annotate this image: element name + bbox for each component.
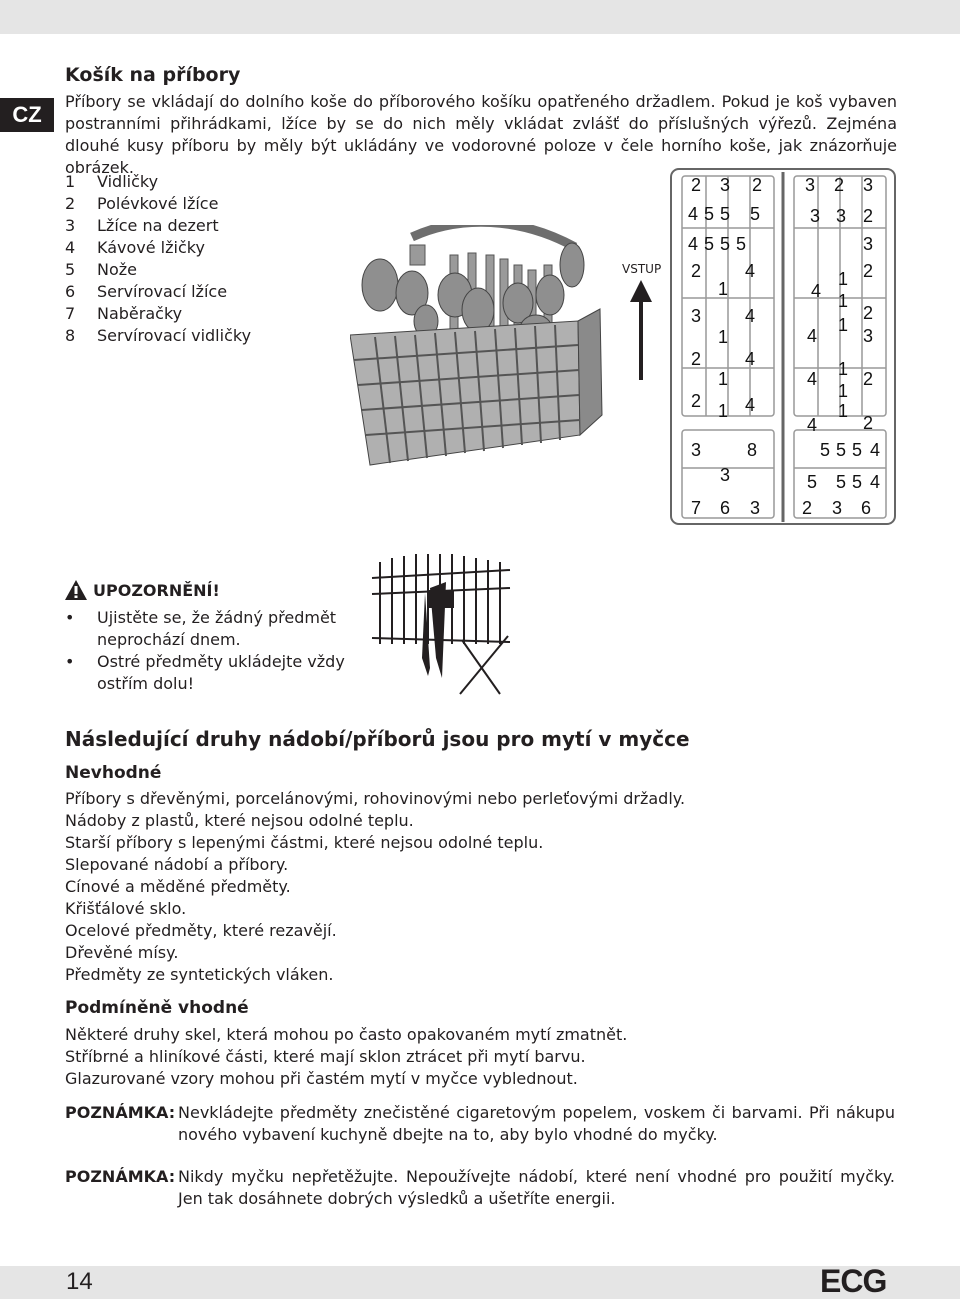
- warning-list: [65, 607, 345, 695]
- grid-cell: 4: [687, 204, 698, 224]
- grid-cell: 4: [810, 281, 821, 301]
- legend-item: 2 Polévkové lžíce: [65, 194, 219, 213]
- list-item: Starší příbory s lepenými částmi, které nejsou odolné teplu.: [65, 833, 544, 852]
- warning-item: • Ostré předměty ukládejte vždy ostřím dolu!: [65, 651, 345, 695]
- page-number: 14: [66, 1268, 93, 1295]
- grid-cell: 4: [744, 306, 755, 326]
- grid-cell: 2: [862, 413, 873, 433]
- grid-cell: 2: [751, 175, 762, 195]
- grid-cell: 3: [804, 175, 815, 195]
- grid-cell: 4: [744, 261, 755, 281]
- grid-cell: 5: [719, 234, 730, 254]
- grid-cell: 1: [717, 279, 728, 299]
- grid-cell: 2: [862, 369, 873, 389]
- note-text: Nikdy myčku nepřetěžujte. Nepoužívejte nádobí, které není vhodné pro použití myčky. Jen tak dosáhnete dobrých výsledků a ušetříte energii.: [178, 1167, 895, 1208]
- grid-cell: 3: [690, 440, 701, 460]
- grid-cell: 1: [837, 315, 848, 335]
- grid-cell: 1: [717, 369, 728, 389]
- grid-cell: 1: [837, 401, 848, 421]
- legend-item: 3 Lžíce na dezert: [65, 216, 219, 235]
- list-item: Příbory s dřevěnými, porcelánovými, rohovinovými nebo perleťovými držadly.: [65, 789, 686, 808]
- grid-cell: 4: [806, 369, 817, 389]
- top-bar: [0, 0, 960, 34]
- rack-knife-illustration: [370, 548, 530, 698]
- note-text: Nevkládejte předměty znečistěné cigaretovým popelem, voskem či barvami. Při nákupu nového vybavení kuchyně dbejte na to, aby bylo vhodné do myčky.: [178, 1103, 895, 1144]
- intro-paragraph: Příbory se vkládají do dolního koše do příborového košíku opatřeného držadlem. Pokud je koš vybaven postranními přihrádkami, lžíce by se do nich měly vkládat zvlášť do příslušných výřezů. Zejména dlouhé kusy příboru by měly být ukládány ve vodorovné poloze v čele horního koše, jak znázorňuje obrázek.: [65, 92, 897, 177]
- footer-bar: [0, 1266, 960, 1299]
- list-item: Předměty ze syntetických vláken.: [65, 965, 334, 984]
- unsuitable-list: [65, 788, 685, 986]
- list-item: Cínové a měděné předměty.: [65, 877, 291, 896]
- grid-cell: 2: [690, 391, 701, 411]
- grid-cell: 3: [809, 206, 820, 226]
- grid-cell: 5: [703, 204, 714, 224]
- grid-cell: 4: [806, 326, 817, 346]
- note-label: POZNÁMKA:: [65, 1103, 176, 1122]
- note-label: POZNÁMKA:: [65, 1167, 176, 1186]
- grid-cell: 5: [735, 234, 746, 254]
- grid-cell: 3: [862, 326, 873, 346]
- grid-cell: 1: [717, 401, 728, 421]
- grid-cell: 1: [837, 381, 848, 401]
- grid-cell: 3: [749, 498, 760, 518]
- grid-cell: 1: [837, 269, 848, 289]
- list-item: Některé druhy skel, která mohou po často opakovaném mytí zmatnět.: [65, 1025, 628, 1044]
- list-item: Dřevěné mísy.: [65, 943, 179, 962]
- grid-cell: 1: [717, 327, 728, 347]
- note-1: [65, 1102, 895, 1146]
- grid-cell: 1: [837, 291, 848, 311]
- grid-cell: 5: [819, 440, 830, 460]
- legend-item: 4 Kávové lžičky: [65, 238, 205, 257]
- grid-cell: 4: [869, 472, 880, 492]
- legend-item: 6 Servírovací lžíce: [65, 282, 228, 301]
- grid-cell: 4: [687, 234, 698, 254]
- grid-cell: 5: [835, 472, 846, 492]
- legend-item: 1 Vidličky: [65, 172, 159, 191]
- entry-label: VSTUP: [622, 262, 662, 276]
- grid-cell: 3: [835, 206, 846, 226]
- warning-title: UPOZORNĚNÍ!: [93, 580, 220, 600]
- grid-cell: 3: [690, 306, 701, 326]
- list-item: Glazurované vzory mohou při častém mytí v myčce vyblednout.: [65, 1069, 578, 1088]
- grid-cell: 3: [862, 234, 873, 254]
- grid-cell: 2: [690, 175, 701, 195]
- grid-cell: 2: [690, 261, 701, 281]
- subheading-conditional: Podmíněně vhodné: [65, 998, 249, 1018]
- list-item: Nádoby z plastů, které nejsou odolné teplu.: [65, 811, 414, 830]
- legend-item: 8 Servírovací vidličky: [65, 326, 252, 345]
- grid-cell: 4: [744, 349, 755, 369]
- subheading-unsuitable: Nevhodné: [65, 763, 162, 783]
- warning-heading: [65, 580, 220, 600]
- warning-item: • Ujistěte se, že žádný předmět neprochází dnem.: [65, 607, 345, 651]
- grid-cell: 5: [851, 472, 862, 492]
- grid-cell: 7: [690, 498, 701, 518]
- grid-cell: 3: [719, 465, 730, 485]
- list-item: Stříbrné a hliníkové části, které mají sklon ztrácet při mytí barvu.: [65, 1047, 586, 1066]
- legend-item: 7 Naběračky: [65, 304, 183, 323]
- grid-cell: 3: [719, 175, 730, 195]
- grid-cell: 5: [703, 234, 714, 254]
- grid-cell: 4: [806, 415, 817, 435]
- grid-cell: 2: [862, 303, 873, 323]
- grid-cell: 5: [835, 440, 846, 460]
- cutlery-grid-diagram: [670, 168, 896, 525]
- section-title-cutlery-basket: Košík na příbory: [65, 64, 241, 86]
- grid-cell: 8: [746, 440, 757, 460]
- grid-cell: 2: [690, 349, 701, 369]
- grid-cell: 4: [869, 440, 880, 460]
- grid-cell: 3: [862, 175, 873, 195]
- note-2: [65, 1166, 895, 1210]
- warning-icon: [65, 580, 87, 600]
- brand-logo: ECG: [820, 1263, 887, 1299]
- list-item: Ocelové předměty, které rezavějí.: [65, 921, 337, 940]
- grid-cell: 5: [851, 440, 862, 460]
- conditional-list: [65, 1024, 627, 1090]
- grid-cell: 5: [806, 472, 817, 492]
- language-tab: CZ: [0, 98, 54, 132]
- section-title-suitability: Následující druhy nádobí/příborů jsou pro mytí v myčce: [65, 727, 690, 751]
- cutlery-legend: [65, 171, 251, 347]
- grid-cell: 3: [831, 498, 842, 518]
- grid-cell: 2: [833, 175, 844, 195]
- grid-cell: 5: [719, 204, 730, 224]
- grid-cell: 4: [744, 395, 755, 415]
- arrow-up-icon: [630, 280, 652, 380]
- grid-cell: 2: [862, 261, 873, 281]
- grid-cell: 2: [801, 498, 812, 518]
- grid-cell: 2: [862, 206, 873, 226]
- grid-cell: 5: [749, 204, 760, 224]
- grid-cell: 6: [860, 498, 871, 518]
- grid-cell: 1: [837, 359, 848, 379]
- list-item: Slepované nádobí a příbory.: [65, 855, 289, 874]
- list-item: Křišťálové sklo.: [65, 899, 187, 918]
- cutlery-basket-illustration: [350, 225, 605, 475]
- grid-cell: 6: [719, 498, 730, 518]
- legend-item: 5 Nože: [65, 260, 137, 279]
